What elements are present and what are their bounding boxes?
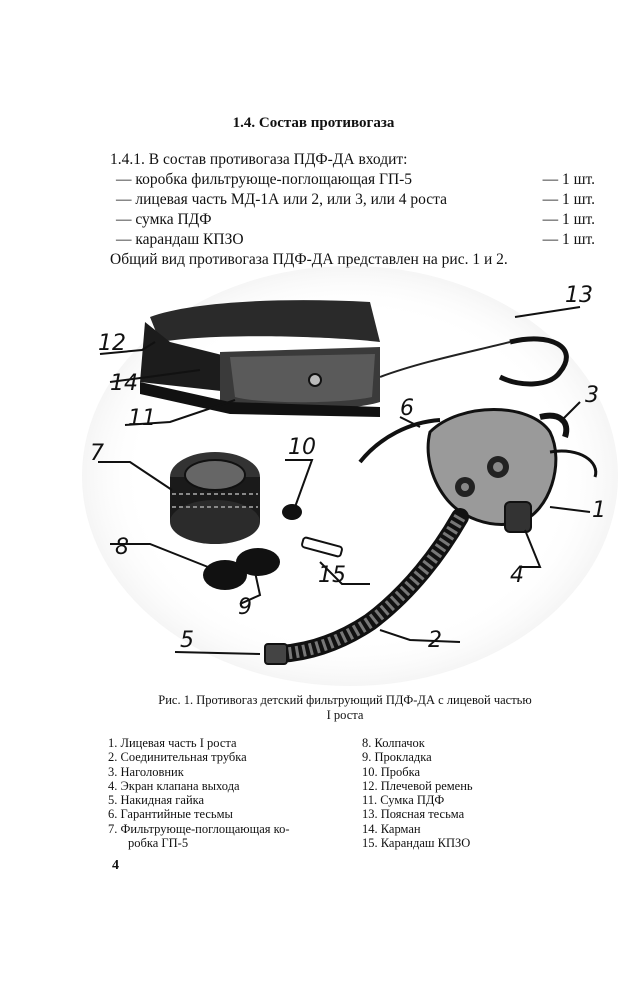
item-qty: — 1 шт.: [542, 231, 595, 248]
callout-4: 4: [510, 563, 524, 588]
legend-item: 9. Прокладка: [362, 750, 432, 765]
item-qty: — 1 шт.: [542, 191, 595, 208]
legend-item: 15. Карандаш КПЗО: [362, 836, 471, 851]
plug-illustration: [282, 504, 302, 520]
legend-item: робка ГП-5: [128, 836, 189, 851]
callout-15: 15: [318, 563, 346, 588]
callout-11: 11: [128, 406, 156, 431]
callout-2: 2: [428, 628, 442, 653]
list-item: [110, 210, 595, 230]
gasket-illustration: [236, 548, 280, 576]
legend-item: 10. Пробка: [362, 764, 421, 779]
legend-right: [362, 736, 562, 850]
legend-item: 3. Наголовник: [108, 764, 184, 779]
callout-5: 5: [180, 628, 194, 653]
legend-item: 1. Лицевая часть I роста: [108, 736, 237, 750]
list-item: [110, 170, 595, 190]
page-number: 4: [112, 858, 119, 873]
callout-14: 14: [110, 371, 138, 396]
caption-line: I роста: [326, 708, 364, 722]
item-text: — лицевая часть МД-1А или 2, или 3, или 4 роста: [116, 191, 448, 208]
callout-6: 6: [400, 396, 414, 421]
legend-item: 8. Колпачок: [362, 736, 425, 750]
legend-item: 4. Экран клапана выхода: [108, 778, 240, 793]
legend-item: 7. Фильтрующе-поглощающая ко-: [108, 821, 290, 836]
item-qty: — 1 шт.: [542, 211, 595, 228]
item-text: — коробка фильтрующе-поглощающая ГП-5: [116, 171, 413, 188]
composition-list: [110, 150, 595, 270]
legend-item: 6. Гарантийные тесьмы: [108, 807, 233, 822]
intro-text: 1.4.1. В состав противогаза ПДФ-ДА входит:: [110, 151, 408, 168]
bag-illustration: [140, 300, 380, 417]
legend-item: 14. Карман: [362, 821, 421, 836]
composition-intro: [110, 150, 595, 170]
item-qty: — 1 шт.: [542, 171, 595, 188]
item-text: — карандаш КПЗО: [116, 231, 244, 248]
legend-item: 12. Плечевой ремень: [362, 778, 473, 793]
callout-12: 12: [98, 331, 126, 356]
callout-9: 9: [238, 595, 252, 620]
legend-left: [108, 736, 348, 850]
callout-3: 3: [585, 383, 599, 408]
callout-8: 8: [115, 535, 129, 560]
filter-box-illustration: [170, 452, 260, 544]
section-title: 1.4. Состав противогаза: [232, 115, 395, 131]
legend-item: 2. Соединительная трубка: [108, 750, 247, 765]
callout-13: 13: [565, 283, 593, 308]
callout-7: 7: [90, 441, 104, 466]
item-text: — сумка ПДФ: [116, 211, 212, 228]
gas-mask-figure: [80, 262, 620, 690]
caption-line: Рис. 1. Противогаз детский фильтрующий ПДФ-ДА с лицевой частью: [158, 693, 532, 707]
general-view-text: Общий вид противогаза ПДФ-ДА представлен на рис. 1 и 2.: [110, 251, 508, 268]
legend-item: 13. Поясная тесьма: [362, 807, 465, 822]
list-item: [110, 190, 595, 210]
callout-1: 1: [592, 498, 606, 523]
figure-caption: [100, 693, 590, 723]
callout-10: 10: [288, 435, 316, 460]
list-item: [110, 230, 595, 250]
legend-item: 11. Сумка ПДФ: [362, 793, 445, 808]
legend-item: 5. Накидная гайка: [108, 793, 205, 808]
